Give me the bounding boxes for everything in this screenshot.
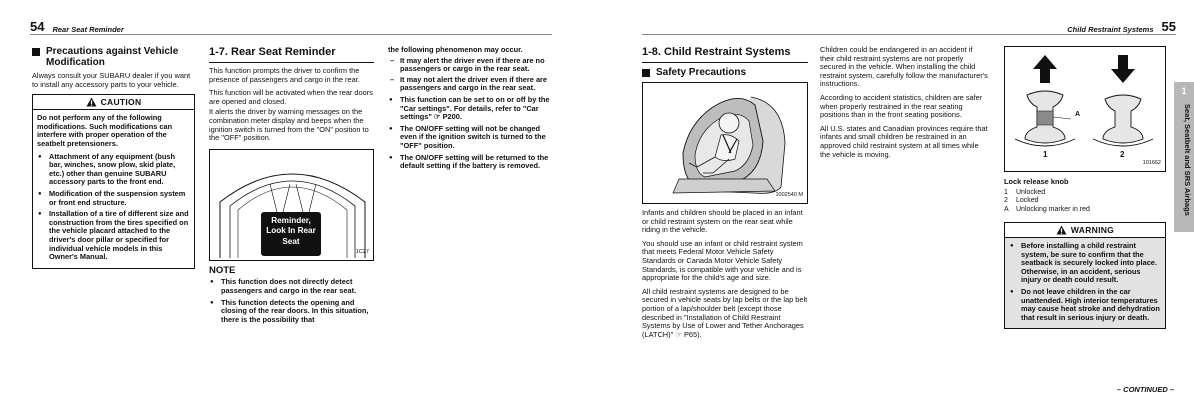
legend-row bbox=[1004, 197, 1166, 206]
note-title: NOTE bbox=[209, 264, 236, 276]
list-item: ● Do not leave children in the car unattended. High interior temperatures may cause heat stroke and dehydration that result in serious injury or death. bbox=[1009, 288, 1161, 322]
legend-text: Unlocked bbox=[1016, 188, 1046, 196]
caution-body bbox=[33, 110, 194, 268]
chapter-tab-text: Seat, Seatbelt and SRS Airbags bbox=[1183, 104, 1192, 216]
chapter-tab-number: 1 bbox=[1181, 86, 1187, 96]
column-safety-precautions bbox=[642, 46, 808, 344]
list-item: – It may alert the driver even if there are no passengers or cargo in the rear seat. bbox=[388, 57, 558, 74]
caution-triangle-icon bbox=[86, 97, 97, 107]
column-precautions bbox=[32, 46, 195, 269]
warning-body bbox=[1005, 238, 1165, 328]
caution-label: CAUTION bbox=[100, 96, 142, 107]
caution-intro: Do not perform any of the following modifications. Such modifications can interfere with proper operation of the seatbelt pretensioners. bbox=[37, 113, 173, 148]
warning-label: WARNING bbox=[1070, 224, 1115, 235]
continued-marker: – CONTINUED – bbox=[1116, 385, 1174, 394]
list-item: ● This function does not directly detect passengers and cargo in the rear seat. bbox=[209, 278, 374, 295]
warning-list bbox=[1009, 242, 1161, 322]
safety-p2: You should use an infant or child restraint system that meets Federal Motor Vehicle Safety Standards or Canada Motor Vehicle Safety Standards, is compatible with your vehicle and is appropriate for the child's age and size. bbox=[642, 238, 803, 283]
running-header-title: Child Restraint Systems bbox=[1067, 25, 1154, 34]
list-item: ● Before installing a child restraint system, be sure to confirm that the seatback is securely locked into place. Otherwise, in an accident, serious injury or death could result. bbox=[1009, 242, 1161, 285]
reminder-message: Reminder, Look In Rear Seat bbox=[266, 215, 316, 246]
caution-box bbox=[32, 94, 195, 269]
header-rule bbox=[642, 34, 1176, 35]
marker-label-a: A bbox=[1075, 111, 1081, 118]
warning-bar bbox=[1005, 223, 1165, 238]
note-continuation: the following phenomenon may occur. bbox=[388, 45, 523, 54]
list-item: ● Attachment of any equipment (bush bar, winches, snow plow, skid plate, etc.) other than genuine SUBARU accessory parts to the front end. bbox=[37, 153, 190, 187]
precautions-intro: Always consult your SUBARU dealer if you want to install any accessory parts to your vehicle. bbox=[32, 71, 191, 89]
child-restraint-heading: 1-8. Child Restraint Systems bbox=[642, 46, 808, 63]
column-rear-seat-reminder bbox=[209, 46, 374, 327]
page-number: 54 bbox=[30, 19, 45, 34]
child-seat-figure bbox=[642, 82, 808, 204]
page-number: 55 bbox=[1161, 19, 1176, 34]
precautions-heading: Precautions against Vehicle Modification bbox=[32, 46, 195, 68]
down-arrow-icon bbox=[1111, 55, 1135, 83]
rear-seat-heading: 1-7. Rear Seat Reminder bbox=[209, 46, 374, 63]
list-item: ● This function can be set to on or off by the "Car settings". For details, refer to "Car settings" ☞ P200. bbox=[388, 96, 558, 122]
legend-key: A bbox=[1004, 205, 1009, 213]
legend-key: 1 bbox=[1004, 188, 1008, 196]
column-lock-release bbox=[1004, 46, 1166, 329]
rear-seat-p2: This function will be activated when the rear doors are opened and closed. bbox=[209, 88, 373, 106]
lock-knob-figure bbox=[1004, 46, 1166, 172]
column-note-continued bbox=[388, 46, 558, 174]
legend-text: Unlocking marker in red bbox=[1016, 205, 1090, 213]
lock-knob-illustration bbox=[1005, 47, 1167, 171]
figure-code: 1C27 bbox=[355, 249, 369, 256]
settings-list bbox=[388, 96, 558, 171]
safety-p1: Infants and children should be placed in an infant or child restraint system on the rear seat while riding in the vehicle. bbox=[642, 208, 803, 235]
phenomenon-list bbox=[388, 57, 558, 93]
left-page-header bbox=[30, 18, 552, 34]
figure-code: 1002540 M bbox=[775, 192, 803, 199]
list-item: ● This function detects the opening and closing of the rear doors. In this situation, there is the possibility that bbox=[209, 299, 374, 325]
left-page bbox=[0, 0, 580, 400]
rear-seat-p1: This function prompts the driver to confirm the presence of passengers and cargo in the rear. bbox=[209, 66, 360, 84]
list-item: ● Modification of the suspension system or front end structure. bbox=[37, 190, 190, 207]
list-item: ● The ON/OFF setting will not be changed even if the ignition switch is turned to the "OFF" position. bbox=[388, 125, 558, 151]
note-list bbox=[209, 278, 374, 324]
knob-label-2: 2 bbox=[1120, 150, 1125, 159]
child-seat-illustration bbox=[643, 83, 809, 203]
legend-text: Locked bbox=[1016, 197, 1039, 205]
header-rule bbox=[30, 34, 552, 35]
up-arrow-icon bbox=[1033, 55, 1057, 83]
list-item: – It may not alert the driver even if there are passengers and cargo in the rear seat. bbox=[388, 76, 558, 93]
legend-row bbox=[1004, 189, 1166, 198]
list-item: ● The ON/OFF setting will be returned to the default setting if the battery is removed. bbox=[388, 154, 558, 171]
right-page-header bbox=[642, 18, 1176, 34]
figure-code: 101662 bbox=[1142, 160, 1161, 167]
right-page bbox=[612, 0, 1194, 400]
safety-p5: According to accident statistics, children are safer when properly restrained in the rear seating positions than in the front seating positions. bbox=[820, 92, 983, 120]
list-item: ● Installation of a tire of different size and construction from the tires specified on the vehicle placard attached to the driver's door pillar or specified for individual vehicle models in this Owner's Manual. bbox=[37, 210, 190, 262]
legend-title: Lock release knob bbox=[1004, 177, 1069, 186]
caution-bar bbox=[33, 95, 194, 110]
safety-precautions-heading: Safety Precautions bbox=[642, 67, 808, 78]
column-safety-continued bbox=[820, 46, 988, 164]
legend-key: 2 bbox=[1004, 197, 1008, 205]
safety-p3: All child restraint systems are designed to be secured in vehicle seats by lap belts or the lap belt portion of a lap/shoulder belt (except those described in "Installation of Child Restraint Systems by Use of Lower and Tether Anchorages (LATCH)" ☞ P65). bbox=[642, 286, 808, 339]
warning-box bbox=[1004, 222, 1166, 329]
meter-display-figure bbox=[209, 149, 374, 261]
running-header-title: Rear Seat Reminder bbox=[52, 25, 124, 34]
rear-seat-p3: It alerts the driver by warning messages on the combination meter display and beeps when the ignition switch is turned from the "ON" position to the "OFF" position. bbox=[209, 107, 369, 143]
safety-p4: Children could be endangered in an accident if their child restraint systems are not properly secured in the vehicle. When installing the child restraint system, carefully follow the manufacturer's instructions. bbox=[820, 45, 988, 89]
legend-row bbox=[1004, 206, 1166, 215]
warning-triangle-icon bbox=[1056, 225, 1067, 235]
chapter-tab-label bbox=[1181, 104, 1193, 254]
caution-list bbox=[37, 153, 190, 262]
knob-label-1: 1 bbox=[1043, 150, 1048, 159]
safety-p6: All U.S. states and Canadian provinces require that infants and small children be restrained in an approved child restraint system at all times while the vehicle is moving. bbox=[820, 123, 988, 159]
